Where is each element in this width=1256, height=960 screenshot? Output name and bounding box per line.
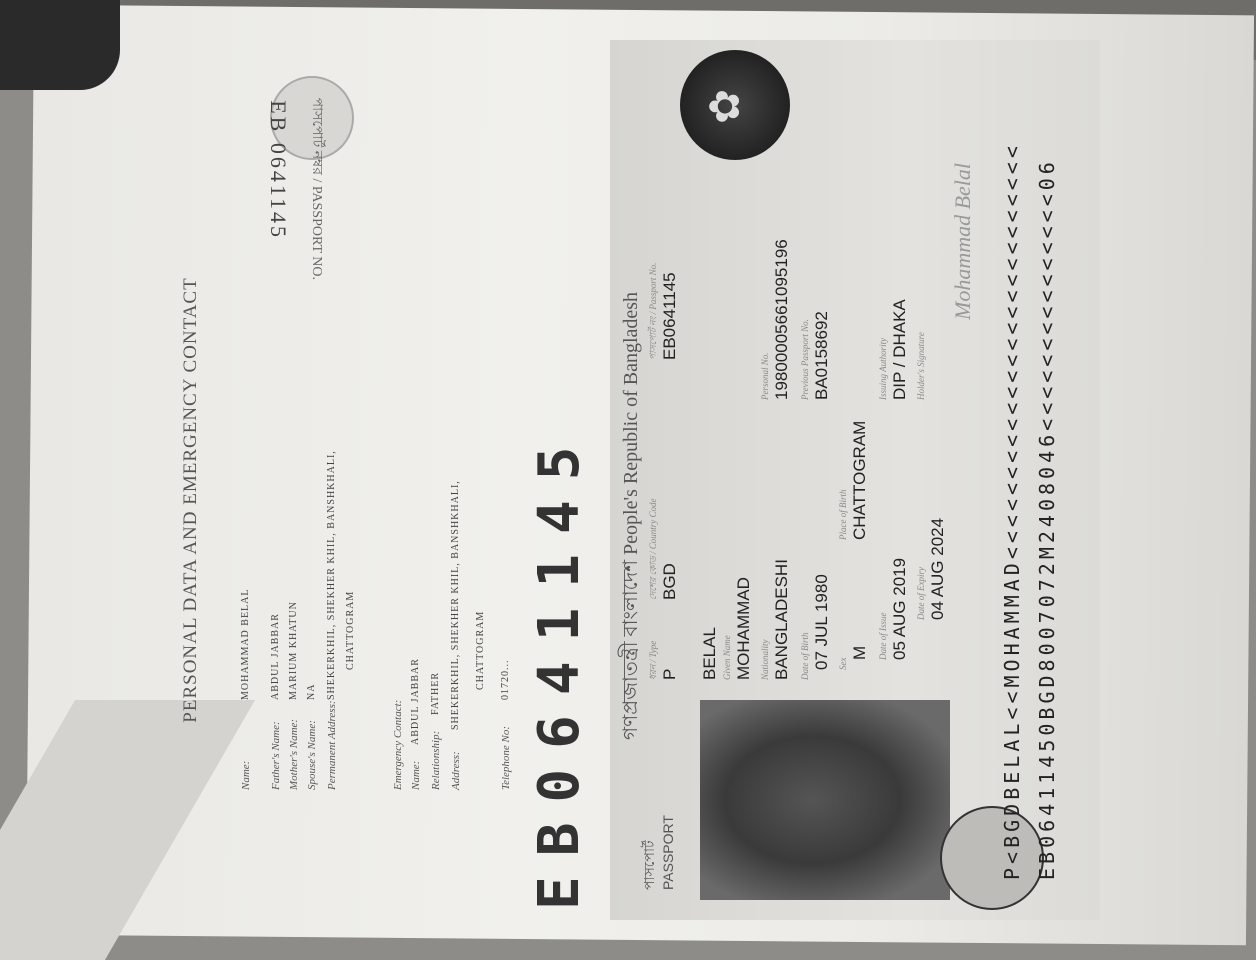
passport-number-label: পাসপোর্ট নম্বর / PASSPORT NO. (309, 97, 324, 280)
field-label: Name: (410, 760, 422, 790)
pob-value: CHATTOGRAM (850, 420, 869, 540)
field-label: Relationship: (430, 730, 442, 790)
passport-no-value: EB0641145 (660, 272, 679, 360)
photo-seal (940, 806, 1044, 910)
field-label: Permanent Address: (326, 700, 338, 790)
lotus-icon: ✿ (703, 88, 749, 124)
field-value: CHATTOGRAM (475, 610, 486, 690)
type-value: P (660, 668, 679, 680)
doe-label: Date of Expiry (916, 567, 926, 620)
personal-no-value: 19800005661095196 (772, 239, 791, 400)
passport-no-label: পাসপোর্ট নং / Passport No. (648, 262, 658, 360)
authority-label: Issuing Authority (878, 337, 888, 400)
field-value: ABDUL JABBAR (270, 613, 281, 700)
prev-passport-label: Previous Passport No. (800, 319, 810, 400)
field-value: ABDUL JABBAR (410, 658, 421, 745)
field-label: Telephone No: (500, 725, 512, 790)
personal-data-page (120, 40, 600, 920)
dob-value: 07 JUL 1980 (812, 574, 831, 670)
bio-data-page (610, 40, 1100, 920)
sex-label: Sex (838, 657, 848, 670)
field-label: Mother's Name: (288, 718, 300, 790)
given-name-value: MOHAMMAD (734, 577, 753, 680)
field-label: Emergency Contact: (392, 699, 404, 790)
mrz-line-1: P<BGDBELAL<<MOHAMMAD<<<<<<<<<<<<<<<<<<<<<<<<<< (1000, 142, 1024, 880)
field-label: Father's Name: (270, 721, 282, 790)
holder-photo (700, 700, 950, 900)
country-code-value: BGD (660, 563, 679, 600)
passport-photocopy (120, 40, 1120, 920)
field-value: MARIUM KHATUN (288, 601, 299, 700)
dob-label: Date of Birth (800, 632, 810, 680)
field-value: FATHER (430, 671, 441, 715)
doe-value: 04 AUG 2024 (928, 517, 947, 620)
doi-label: Date of Issue (878, 612, 888, 660)
country-title: গণপ্রজাতন্ত্রী বাংলাদেশ People's Republic of Bangladesh (620, 291, 642, 740)
page-title: PERSONAL DATA AND EMERGENCY CONTACT (180, 277, 201, 723)
pob-label: Place of Birth (838, 489, 848, 540)
national-emblem (680, 50, 790, 160)
doi-value: 05 AUG 2019 (890, 557, 909, 660)
field-label: Spouse's Name: (306, 720, 318, 790)
field-label: Address: (450, 751, 462, 790)
field-value: SHEKERKHIL, SHEKHER KHIL, BANSHKHALI, (450, 480, 461, 730)
field-value: NA (306, 683, 317, 700)
passport-number-print: EB 0641145 (266, 100, 291, 240)
holder-signature-label: Holder's Signature (916, 332, 926, 400)
nationality-value: BANGLADESHI (772, 559, 791, 680)
given-name-label: Given Name (722, 635, 732, 680)
personal-no-label: Personal No. (760, 352, 770, 400)
passport-bn-label: পাসপোর্ট (641, 840, 657, 890)
dark-object (0, 0, 120, 90)
field-value: MOHAMMAD BELAL (240, 588, 251, 700)
perforated-number: EB0641145 (527, 426, 592, 910)
field-value: CHATTOGRAM (345, 590, 356, 670)
field-value: 01720... (500, 659, 511, 700)
field-label: Name: (240, 760, 252, 790)
prev-passport-value: BA0158692 (812, 311, 831, 400)
surname-value: BELAL (700, 627, 719, 680)
authority-value: DIP / DHAKA (890, 299, 909, 400)
passport-label: PASSPORT (660, 815, 676, 890)
country-code-label: দেশের কোড / Country Code (648, 498, 658, 600)
nationality-label: Nationality (760, 639, 770, 680)
sex-value: M (850, 645, 869, 660)
type-label: ধরন / Type (648, 640, 658, 680)
holder-signature: Mohammad Belal (950, 162, 975, 320)
mrz-line-2: EB06411450BGD8007072M2408046<<<<<<<<<<<<<<<06 (1035, 158, 1059, 880)
field-value: SHEKERKHIL, SHEKHER KHIL, BANSHKHALI, (326, 450, 337, 700)
